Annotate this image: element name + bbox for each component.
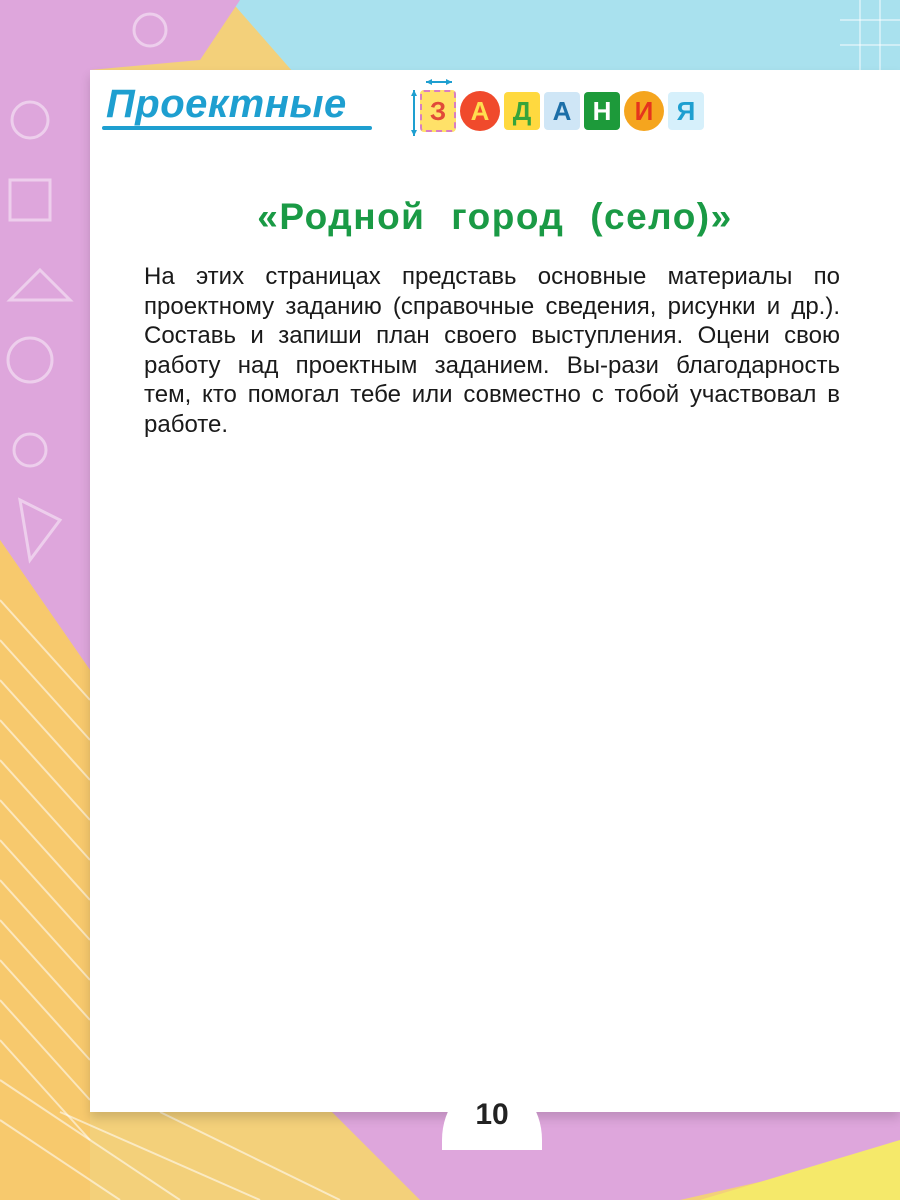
letter-tile-circle: И	[624, 91, 664, 131]
letter-tile-apple: А	[460, 91, 500, 131]
letter-tile: А	[544, 92, 580, 130]
page-title: «Родной город (село)»	[257, 196, 733, 237]
section-header	[90, 76, 750, 142]
page-number: 10	[475, 1098, 509, 1131]
header-letters	[420, 86, 704, 136]
letter-tile: З	[420, 90, 456, 132]
letter-tile: Н	[584, 92, 620, 130]
header-word: Проектные	[106, 82, 347, 126]
letter-tile: Д	[504, 92, 540, 130]
letter-tile: Я	[668, 92, 704, 130]
header-underline	[102, 126, 372, 130]
instructions-paragraph: На этих страницах представь основные материалы по проектному заданию (справочные сведения, рисунки и др.). Составь и запиши план своего выступления. Оцени свою работу над проектным заданием. Вы-рази благодарность тем, кто помогал тебе или совместно с тобой участвовал в работе.	[144, 263, 840, 438]
